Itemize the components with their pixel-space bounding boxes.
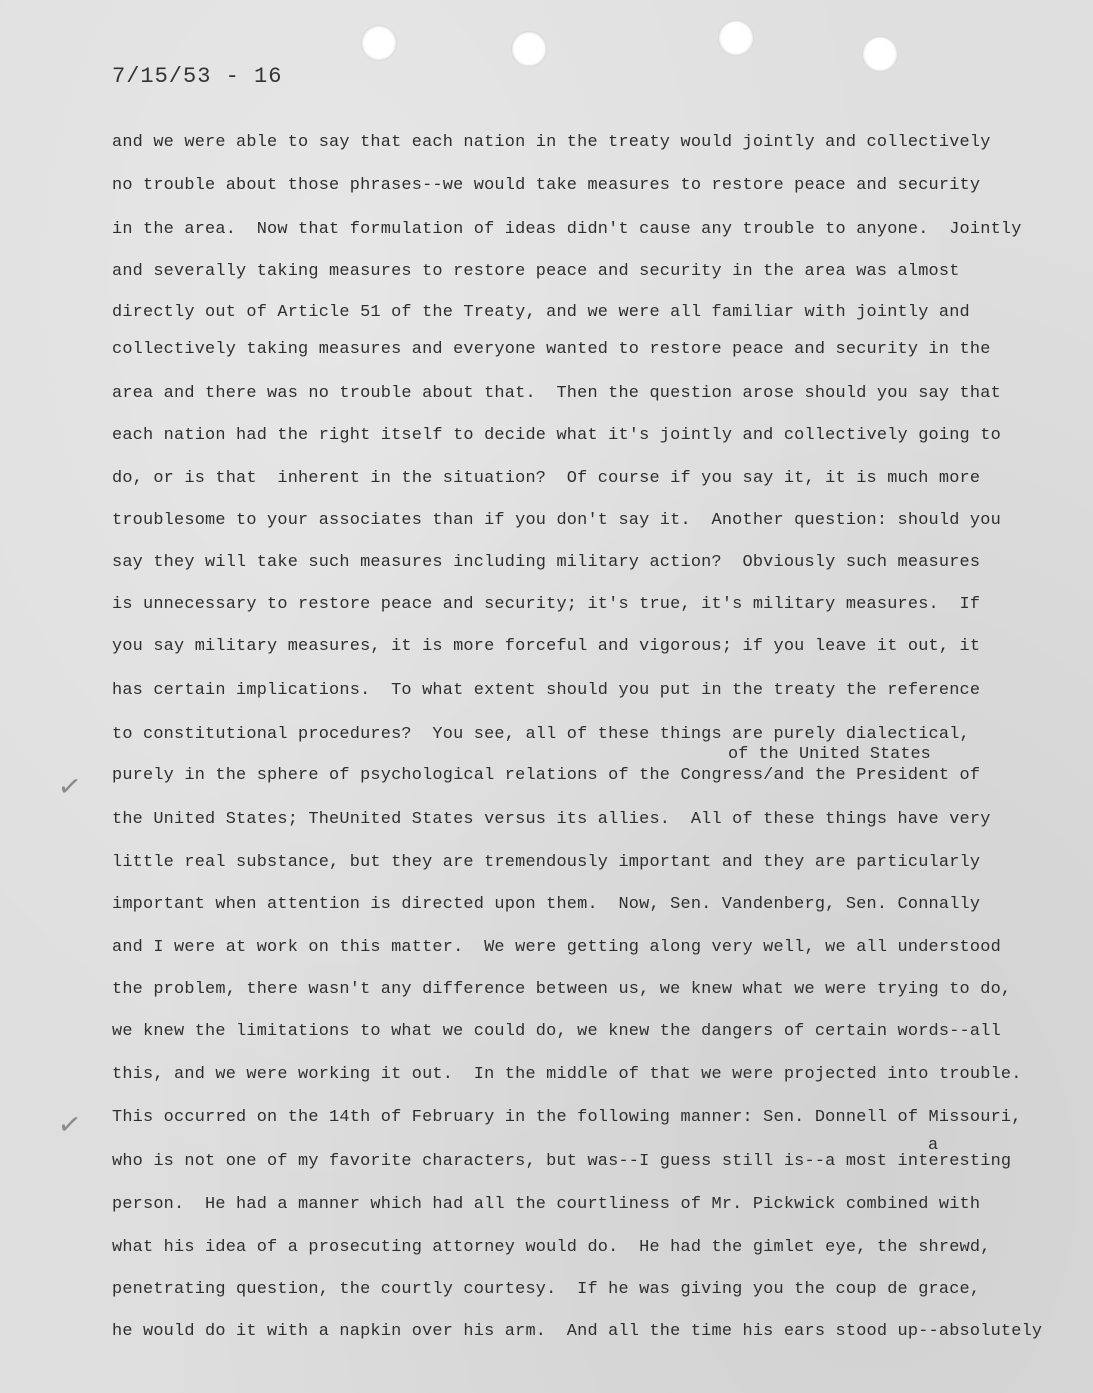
text-line: each nation had the right itself to decide what it's jointly and collectively going to [112,426,1001,445]
text-line: say they will take such measures including military action? Obviously such measures [112,553,981,572]
text-line: this, and we were working it out. In the middle of that we were projected into trouble. [112,1065,1022,1084]
interlinear-insertion: of the United States [728,745,931,764]
text-line: and we were able to say that each nation in the treaty would jointly and collectively [112,133,991,152]
pencil-check-mark: ✓ [55,768,84,805]
text-line: who is not one of my favorite characters, but was--I guess still is--a most interesting [112,1152,1012,1171]
text-line: area and there was no trouble about that. Then the question arose should you say that [112,384,1001,403]
text-line: and severally taking measures to restore peace and security in the area was almost [112,262,960,281]
text-line: little real substance, but they are tremendously important and they are particularly [112,853,981,872]
interlinear-insertion: a [928,1136,939,1155]
text-line: no trouble about those phrases--we would take measures to restore peace and security [112,176,981,195]
text-line: we knew the limitations to what we could do, we knew the dangers of certain words--all [112,1022,1001,1041]
text-line: what his idea of a prosecuting attorney would do. He had the gimlet eye, the shrewd, [112,1238,991,1257]
text-line: the problem, there wasn't any difference between us, we knew what we were trying to do, [112,980,1012,999]
text-line: do, or is that inherent in the situation? Of course if you say it, it is much more [112,469,981,488]
text-line: has certain implications. To what extent should you put in the treaty the reference [112,681,981,700]
page-reference: 7/15/53 - 16 [112,64,283,89]
text-line: you say military measures, it is more forceful and vigorous; if you leave it out, it [112,637,981,656]
text-line: This occurred on the 14th of February in the following manner: Sen. Donnell of Missouri, [112,1108,1022,1127]
text-line: in the area. Now that formulation of ideas didn't cause any trouble to anyone. Jointly [112,220,1022,239]
text-line: important when attention is directed upon them. Now, Sen. Vandenberg, Sen. Connally [112,895,981,914]
text-line: person. He had a manner which had all the courtliness of Mr. Pickwick combined with [112,1195,981,1214]
text-line: penetrating question, the courtly courtesy. If he was giving you the coup de grace, [112,1280,981,1299]
text-line: purely in the sphere of psychological relations of the Congress/and the President of [112,766,981,785]
text-line: troublesome to your associates than if you don't say it. Another question: should you [112,511,1001,530]
pencil-check-mark: ✓ [55,1106,84,1143]
text-line: the United States; TheUnited States versus its allies. All of these things have very [112,810,991,829]
text-line: to constitutional procedures? You see, all of these things are purely dialectical, [112,725,970,744]
text-line: is unnecessary to restore peace and security; it's true, it's military measures. If [112,595,981,614]
text-line: directly out of Article 51 of the Treaty, and we were all familiar with jointly and [112,303,970,322]
text-line: he would do it with a napkin over his arm. And all the time his ears stood up--absolutely [112,1322,1043,1341]
text-line: collectively taking measures and everyone wanted to restore peace and security in the [112,340,991,359]
text-line: and I were at work on this matter. We were getting along very well, we all understood [112,938,1001,957]
